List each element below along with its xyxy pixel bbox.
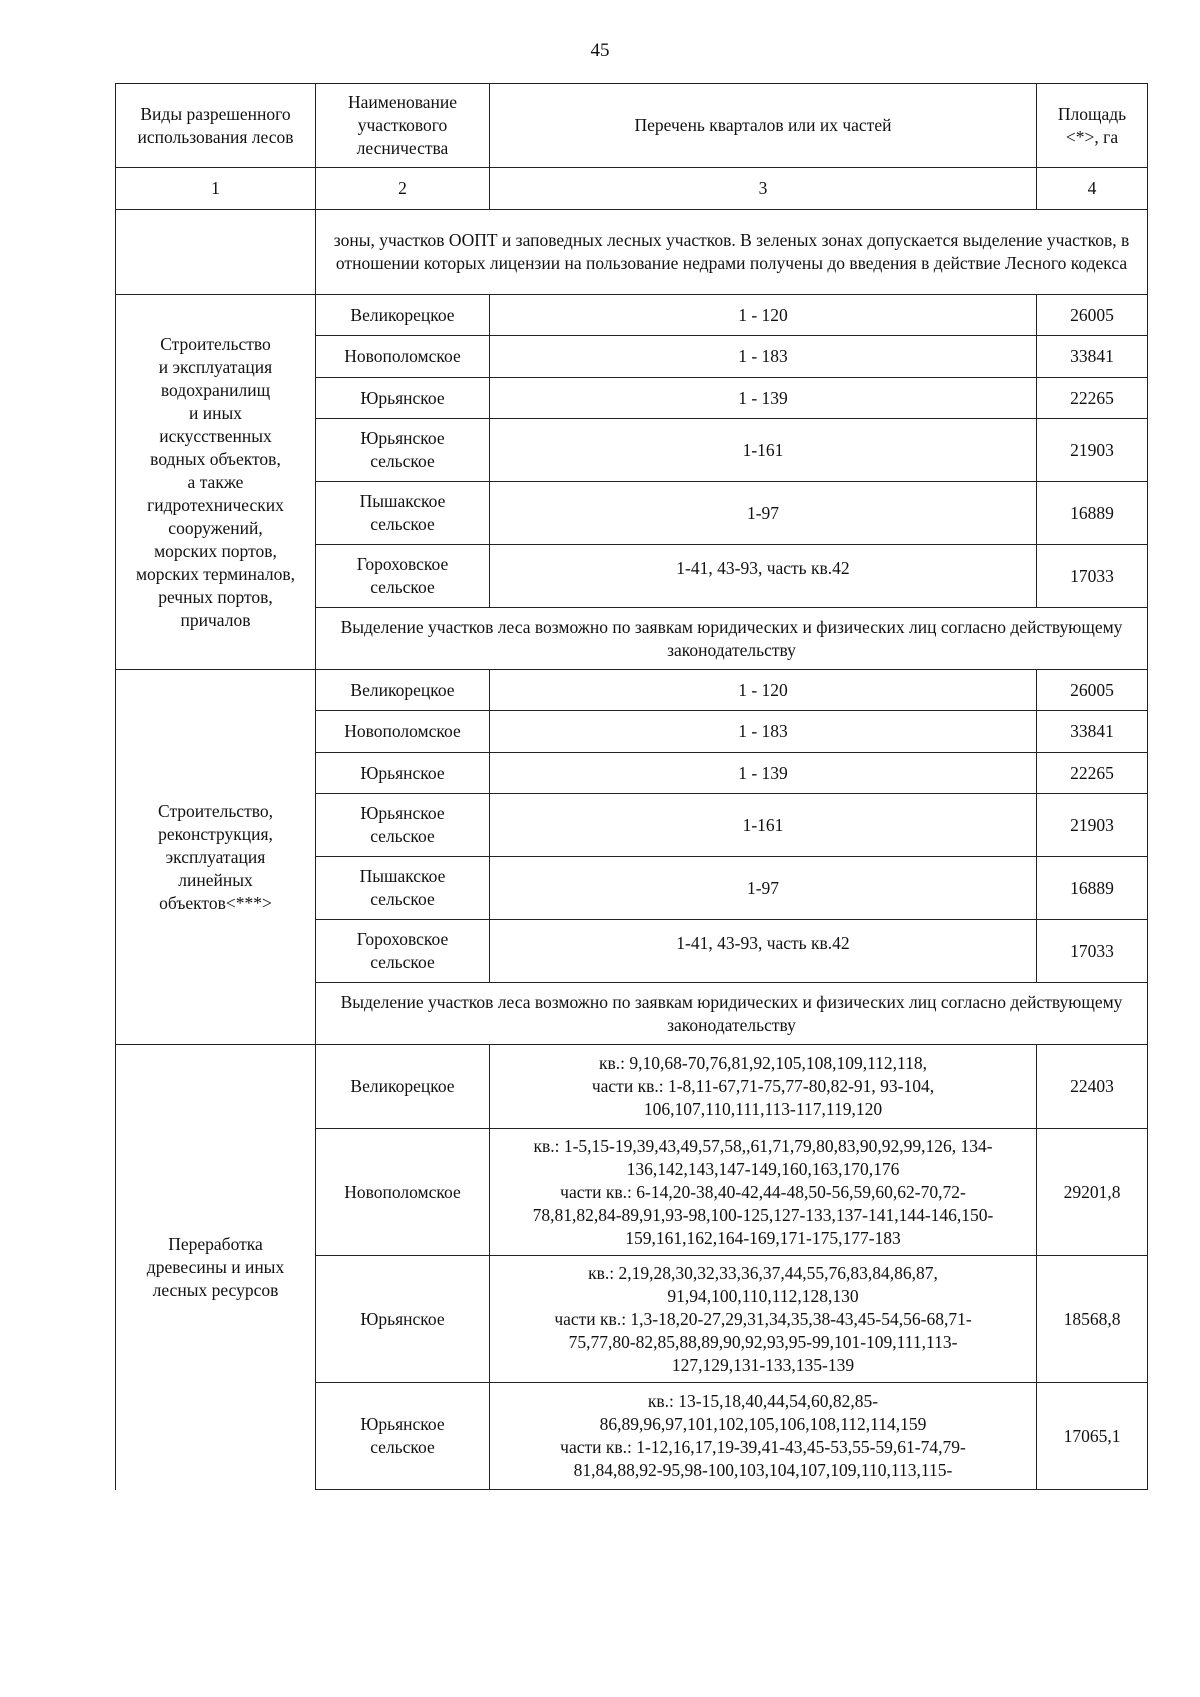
quarters-cell: 1 - 183	[490, 336, 1037, 378]
area-cell: 26005	[1037, 670, 1148, 711]
quarters-cell: 1-41, 43-93, часть кв.42	[490, 545, 1037, 608]
district-cell: Великорецкое	[316, 670, 490, 711]
header-quarters: Перечень кварталов или их частей	[490, 84, 1037, 168]
area-cell: 16889	[1037, 857, 1148, 920]
area-cell: 17033	[1037, 920, 1148, 983]
page-number: 45	[590, 40, 610, 61]
note-cell: Выделение участков леса возможно по заявкам юридических и физических лиц согласно действующему законодательству	[316, 608, 1148, 670]
column-number: 2	[316, 168, 490, 210]
district-cell: Новополомское	[316, 1129, 490, 1256]
district-cell: Великорецкое	[316, 295, 490, 336]
quarters-cell: 1 - 183	[490, 711, 1037, 753]
column-number: 1	[116, 168, 316, 210]
area-cell: 17033	[1037, 545, 1148, 608]
table-row	[116, 1045, 1148, 1129]
header-area: Площадь <*>, га	[1037, 84, 1148, 168]
column-number-row	[116, 168, 1148, 210]
forest-use-table	[115, 83, 1148, 1490]
district-cell: Юрьянское сельское	[316, 419, 490, 482]
area-cell: 18568,8	[1037, 1256, 1148, 1383]
header-row	[116, 84, 1148, 168]
quarters-cell: 1 - 139	[490, 378, 1037, 419]
quarters-cell: 1-161	[490, 419, 1037, 482]
note-cell: Выделение участков леса возможно по заявкам юридических и физических лиц согласно действующему законодательству	[316, 983, 1148, 1045]
district-cell: Юрьянское сельское	[316, 794, 490, 857]
district-cell: Юрьянское сельское	[316, 1383, 490, 1490]
area-cell: 21903	[1037, 419, 1148, 482]
quarters-cell: 1-161	[490, 794, 1037, 857]
district-cell: Пышакское сельское	[316, 857, 490, 920]
quarters-cell: кв.: 1-5,15-19,39,43,49,57,58,,61,71,79,80,83,90,92,99,126, 134- 136,142,143,147-149,160,163,170,176 части кв.: 6-14,20-38,40-42,44-48,50-56,59,60,62-70,72- 78,81,82,84-89,91,93-98,100-125,127-133,137-141,144-146,150- 159,161,162,164-169,171-175,177-183	[490, 1129, 1037, 1256]
use-type-cell: Переработка древесины и иных лесных ресурсов	[116, 1045, 316, 1490]
district-cell: Гороховское сельское	[316, 920, 490, 983]
area-cell: 16889	[1037, 482, 1148, 545]
district-cell: Новополомское	[316, 711, 490, 753]
table-row	[116, 670, 1148, 711]
district-cell: Великорецкое	[316, 1045, 490, 1129]
quarters-cell: 1 - 120	[490, 295, 1037, 336]
district-cell: Юрьянское	[316, 378, 490, 419]
area-cell: 21903	[1037, 794, 1148, 857]
area-cell: 22265	[1037, 378, 1148, 419]
quarters-cell: 1 - 120	[490, 670, 1037, 711]
table-row	[116, 295, 1148, 336]
quarters-cell: 1-97	[490, 482, 1037, 545]
empty-cell	[116, 210, 316, 295]
district-cell: Юрьянское	[316, 1256, 490, 1383]
area-cell: 22265	[1037, 753, 1148, 794]
district-cell: Гороховское сельское	[316, 545, 490, 608]
area-cell: 26005	[1037, 295, 1148, 336]
area-cell: 22403	[1037, 1045, 1148, 1129]
district-cell: Новополомское	[316, 336, 490, 378]
quarters-cell: 1 - 139	[490, 753, 1037, 794]
area-cell: 17065,1	[1037, 1383, 1148, 1490]
district-cell: Юрьянское	[316, 753, 490, 794]
header-district: Наименование участкового лесничества	[316, 84, 490, 168]
quarters-cell: кв.: 2,19,28,30,32,33,36,37,44,55,76,83,84,86,87, 91,94,100,110,112,128,130 части кв.: 1,3-18,20-27,29,31,34,35,38-43,45-54,56-68,71- 75,77,80-82,85,88,89,90,92,93,95-99,101-109,111,113- 127,129,131-133,135-139	[490, 1256, 1037, 1383]
column-number: 3	[490, 168, 1037, 210]
district-cell: Пышакское сельское	[316, 482, 490, 545]
continuation-note: зоны, участков ООПТ и заповедных лесных участков. В зеленых зонах допускается выделение участков, в отношении которых лицензии на пользование недрами получены до введения в действие Лесного кодекса	[316, 210, 1148, 295]
area-cell: 33841	[1037, 711, 1148, 753]
area-cell: 29201,8	[1037, 1129, 1148, 1256]
quarters-cell: кв.: 9,10,68-70,76,81,92,105,108,109,112,118, части кв.: 1-8,11-67,71-75,77-80,82-91, 93-104, 106,107,110,111,113-117,119,120	[490, 1045, 1037, 1129]
quarters-cell: 1-97	[490, 857, 1037, 920]
continuation-row	[116, 210, 1148, 295]
use-type-cell: Строительство и эксплуатация водохранилищ и иных искусственных водных объектов, а также гидротехнических сооружений, морских портов, морских терминалов, речных портов, причалов	[116, 295, 316, 670]
use-type-cell: Строительство, реконструкция, эксплуатация линейных объектов<***>	[116, 670, 316, 1045]
area-cell: 33841	[1037, 336, 1148, 378]
header-use-type: Виды разрешенного использования лесов	[116, 84, 316, 168]
quarters-cell: 1-41, 43-93, часть кв.42	[490, 920, 1037, 983]
column-number: 4	[1037, 168, 1148, 210]
quarters-cell: кв.: 13-15,18,40,44,54,60,82,85- 86,89,96,97,101,102,105,106,108,112,114,159 части кв.: 1-12,16,17,19-39,41-43,45-53,55-59,61-74,79- 81,84,88,92-95,98-100,103,104,107,109,110,113,115-	[490, 1383, 1037, 1490]
